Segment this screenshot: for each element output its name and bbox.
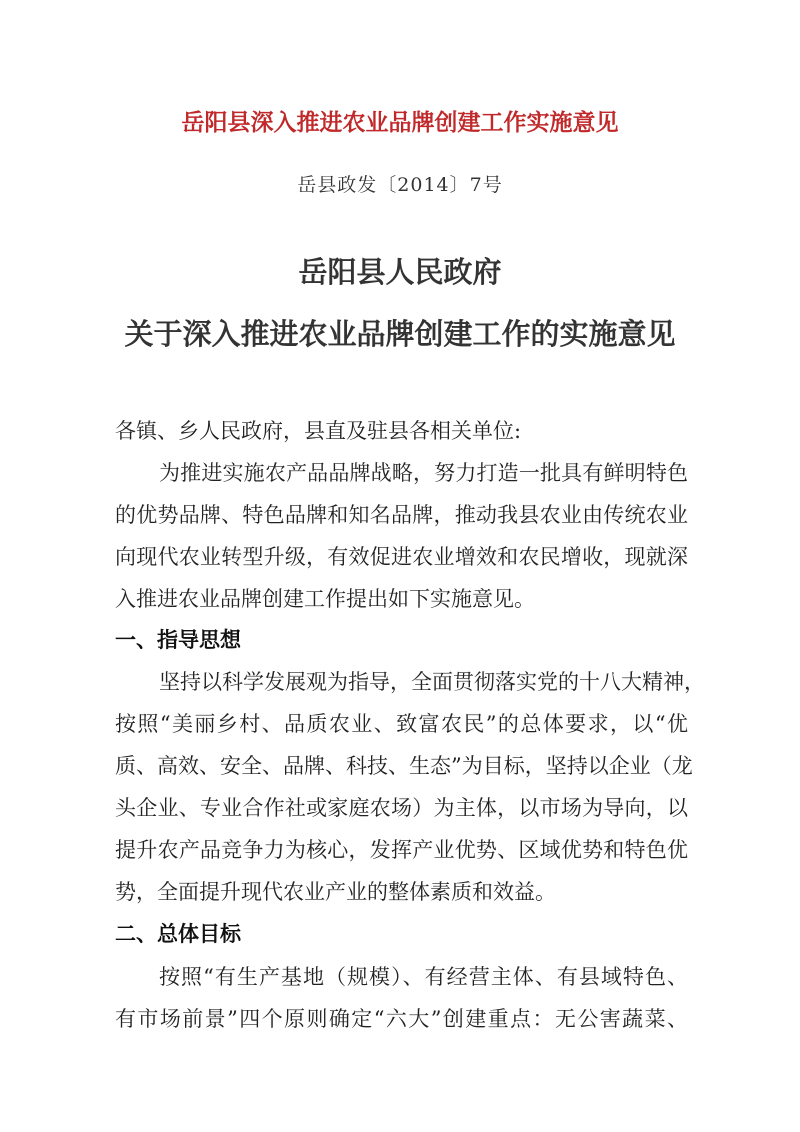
paragraph-line: 质、高效、安全、品牌、科技、生态”为目标，坚持以企业（龙 <box>115 754 693 778</box>
document-subtitle: 关于深入推进农业品牌创建工作的实施意见 <box>124 317 676 351</box>
paragraph-line: 有市场前景”四个原则确定“六大”创建重点：无公害蔬菜、 <box>115 1007 688 1031</box>
document-number: 岳县政发〔2014〕7号 <box>297 174 503 196</box>
paragraph-line: 向现代农业转型升级，有效促进农业增效和农民增收，现就深 <box>115 545 688 569</box>
paragraph-line: 提升农产品竞争力为核心，发挥产业优势、区域优势和特色优 <box>115 838 688 862</box>
paragraph-line: 势，全面提升现代农业产业的整体素质和效益。 <box>115 880 556 904</box>
salutation: 各镇、乡人民政府，县直及驻县各相关单位: <box>115 419 522 443</box>
document-title: 岳阳县深入推进农业品牌创建工作实施意见 <box>181 110 619 136</box>
paragraph-line: 头企业、专业合作社或家庭农场）为主体，以市场为导向，以 <box>115 796 688 820</box>
paragraph-line: 按照“有生产基地（规模）、有经营主体、有县域特色、 <box>159 965 688 989</box>
paragraph-line: 的优势品牌、特色品牌和知名品牌，推动我县农业由传统农业 <box>115 503 688 527</box>
paragraph-line: 按照“美丽乡村、品质农业、致富农民”的总体要求，以“优 <box>115 712 688 736</box>
section-heading: 二、总体目标 <box>115 922 241 946</box>
paragraph-line: 坚持以科学发展观为指导，全面贯彻落实党的十八大精神， <box>159 670 705 694</box>
section-heading: 一、指导思想 <box>115 628 241 652</box>
paragraph-line: 入推进农业品牌创建工作提出如下实施意见。 <box>115 587 535 611</box>
issuing-organization: 岳阳县人民政府 <box>298 255 502 289</box>
paragraph-line: 为推进实施农产品品牌战略，努力打造一批具有鲜明特色 <box>159 461 688 485</box>
